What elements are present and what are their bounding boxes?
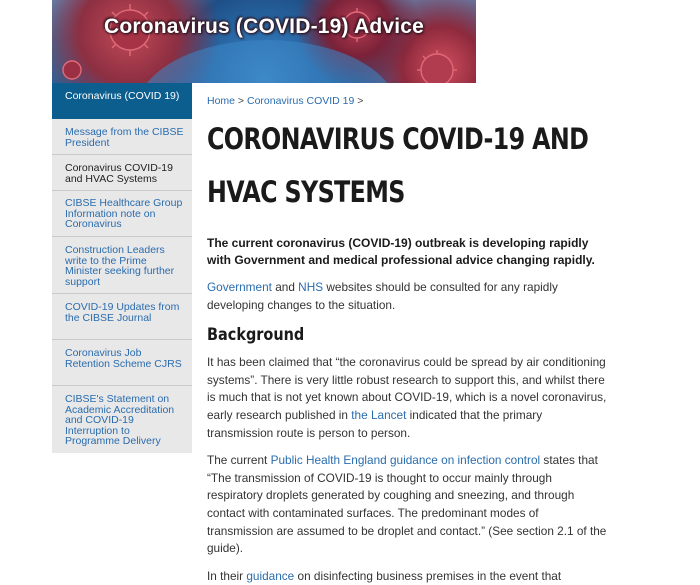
- text: indicated that the primary transmission route is person to person.: [207, 407, 543, 440]
- background-heading: Background: [207, 325, 305, 346]
- virus-illustration: [52, 0, 476, 83]
- banner-title: Coronavirus (COVID-19) Advice: [103, 15, 425, 38]
- text: It has been claimed that “the coronavirus could be spread by air conditioning systems”. There is very little robust research to support this, and whilst there is much that is not yet known about COVID-19, which is a novel coronavirus, early research published in: [207, 355, 607, 422]
- text: states that “The transmission of COVID-19 is thought to occur mainly through respiratory droplets generated by coughing and sneezing, and through contact with contaminated surfaces. The predominant modes of transmission are assumed to be droplet and contact.” (See section 2.1 of the guide).: [207, 453, 607, 556]
- breadcrumb: [207, 95, 607, 107]
- breadcrumb-separator: >: [235, 95, 247, 107]
- text: on disinfecting business premises in the event that: [294, 568, 562, 583]
- banner: [52, 0, 476, 83]
- breadcrumb-section-link[interactable]: Coronavirus COVID 19: [246, 95, 355, 107]
- phe-guidance-link[interactable]: Public Health England guidance on infection control: [270, 453, 541, 468]
- text: In their: [207, 568, 247, 583]
- paragraph-disinfecting: [207, 568, 607, 585]
- text: and: [271, 280, 299, 294]
- sidebar-nav: [52, 83, 192, 453]
- sidebar-item-coronavirus[interactable]: Coronavirus (COVID 19): [52, 83, 192, 119]
- sidebar-item-construction-leaders[interactable]: Construction Leaders write to the Prime Minister seeking further support: [52, 237, 192, 294]
- sidebar-item-job-retention[interactable]: Coronavirus Job Retention Scheme CJRS: [52, 340, 192, 386]
- page-title: CORONAVIRUS COVID-19 AND HVAC SYSTEMS: [207, 122, 589, 209]
- guidance-link[interactable]: guidance: [246, 568, 295, 583]
- sidebar-item-journal-updates[interactable]: COVID-19 Updates from the CIBSE Journal: [52, 294, 192, 340]
- paragraph-phe-guidance: [207, 452, 607, 558]
- nhs-link[interactable]: NHS: [298, 280, 324, 294]
- text: websites should be consulted for any rapidly developing changes to the situation.: [207, 280, 558, 312]
- sidebar-item-hvac-systems[interactable]: Coronavirus COVID-19 and HVAC Systems: [52, 155, 192, 191]
- lead-paragraph: The current coronavirus (COVID-19) outbreak is developing rapidly with Government and medical professional advice changing rapidly.: [207, 236, 595, 267]
- sidebar-item-healthcare-note[interactable]: CIBSE Healthcare Group Information note on Coronavirus: [52, 191, 192, 237]
- government-link[interactable]: Government: [207, 280, 272, 294]
- lancet-link[interactable]: the Lancet: [351, 407, 407, 422]
- breadcrumb-separator: >: [354, 95, 364, 107]
- paragraph-advice: [207, 279, 607, 314]
- main-content: [207, 95, 607, 585]
- sidebar-item-academic-accreditation[interactable]: CIBSE's Statement on Academic Accreditation and COVID-19 Interruption to Programme Delivery: [65, 393, 175, 447]
- text: The current: [207, 453, 271, 468]
- sidebar-item-president-message[interactable]: Message from the CIBSE President: [52, 119, 192, 155]
- breadcrumb-home-link[interactable]: Home: [207, 95, 236, 107]
- paragraph-background: [207, 354, 607, 442]
